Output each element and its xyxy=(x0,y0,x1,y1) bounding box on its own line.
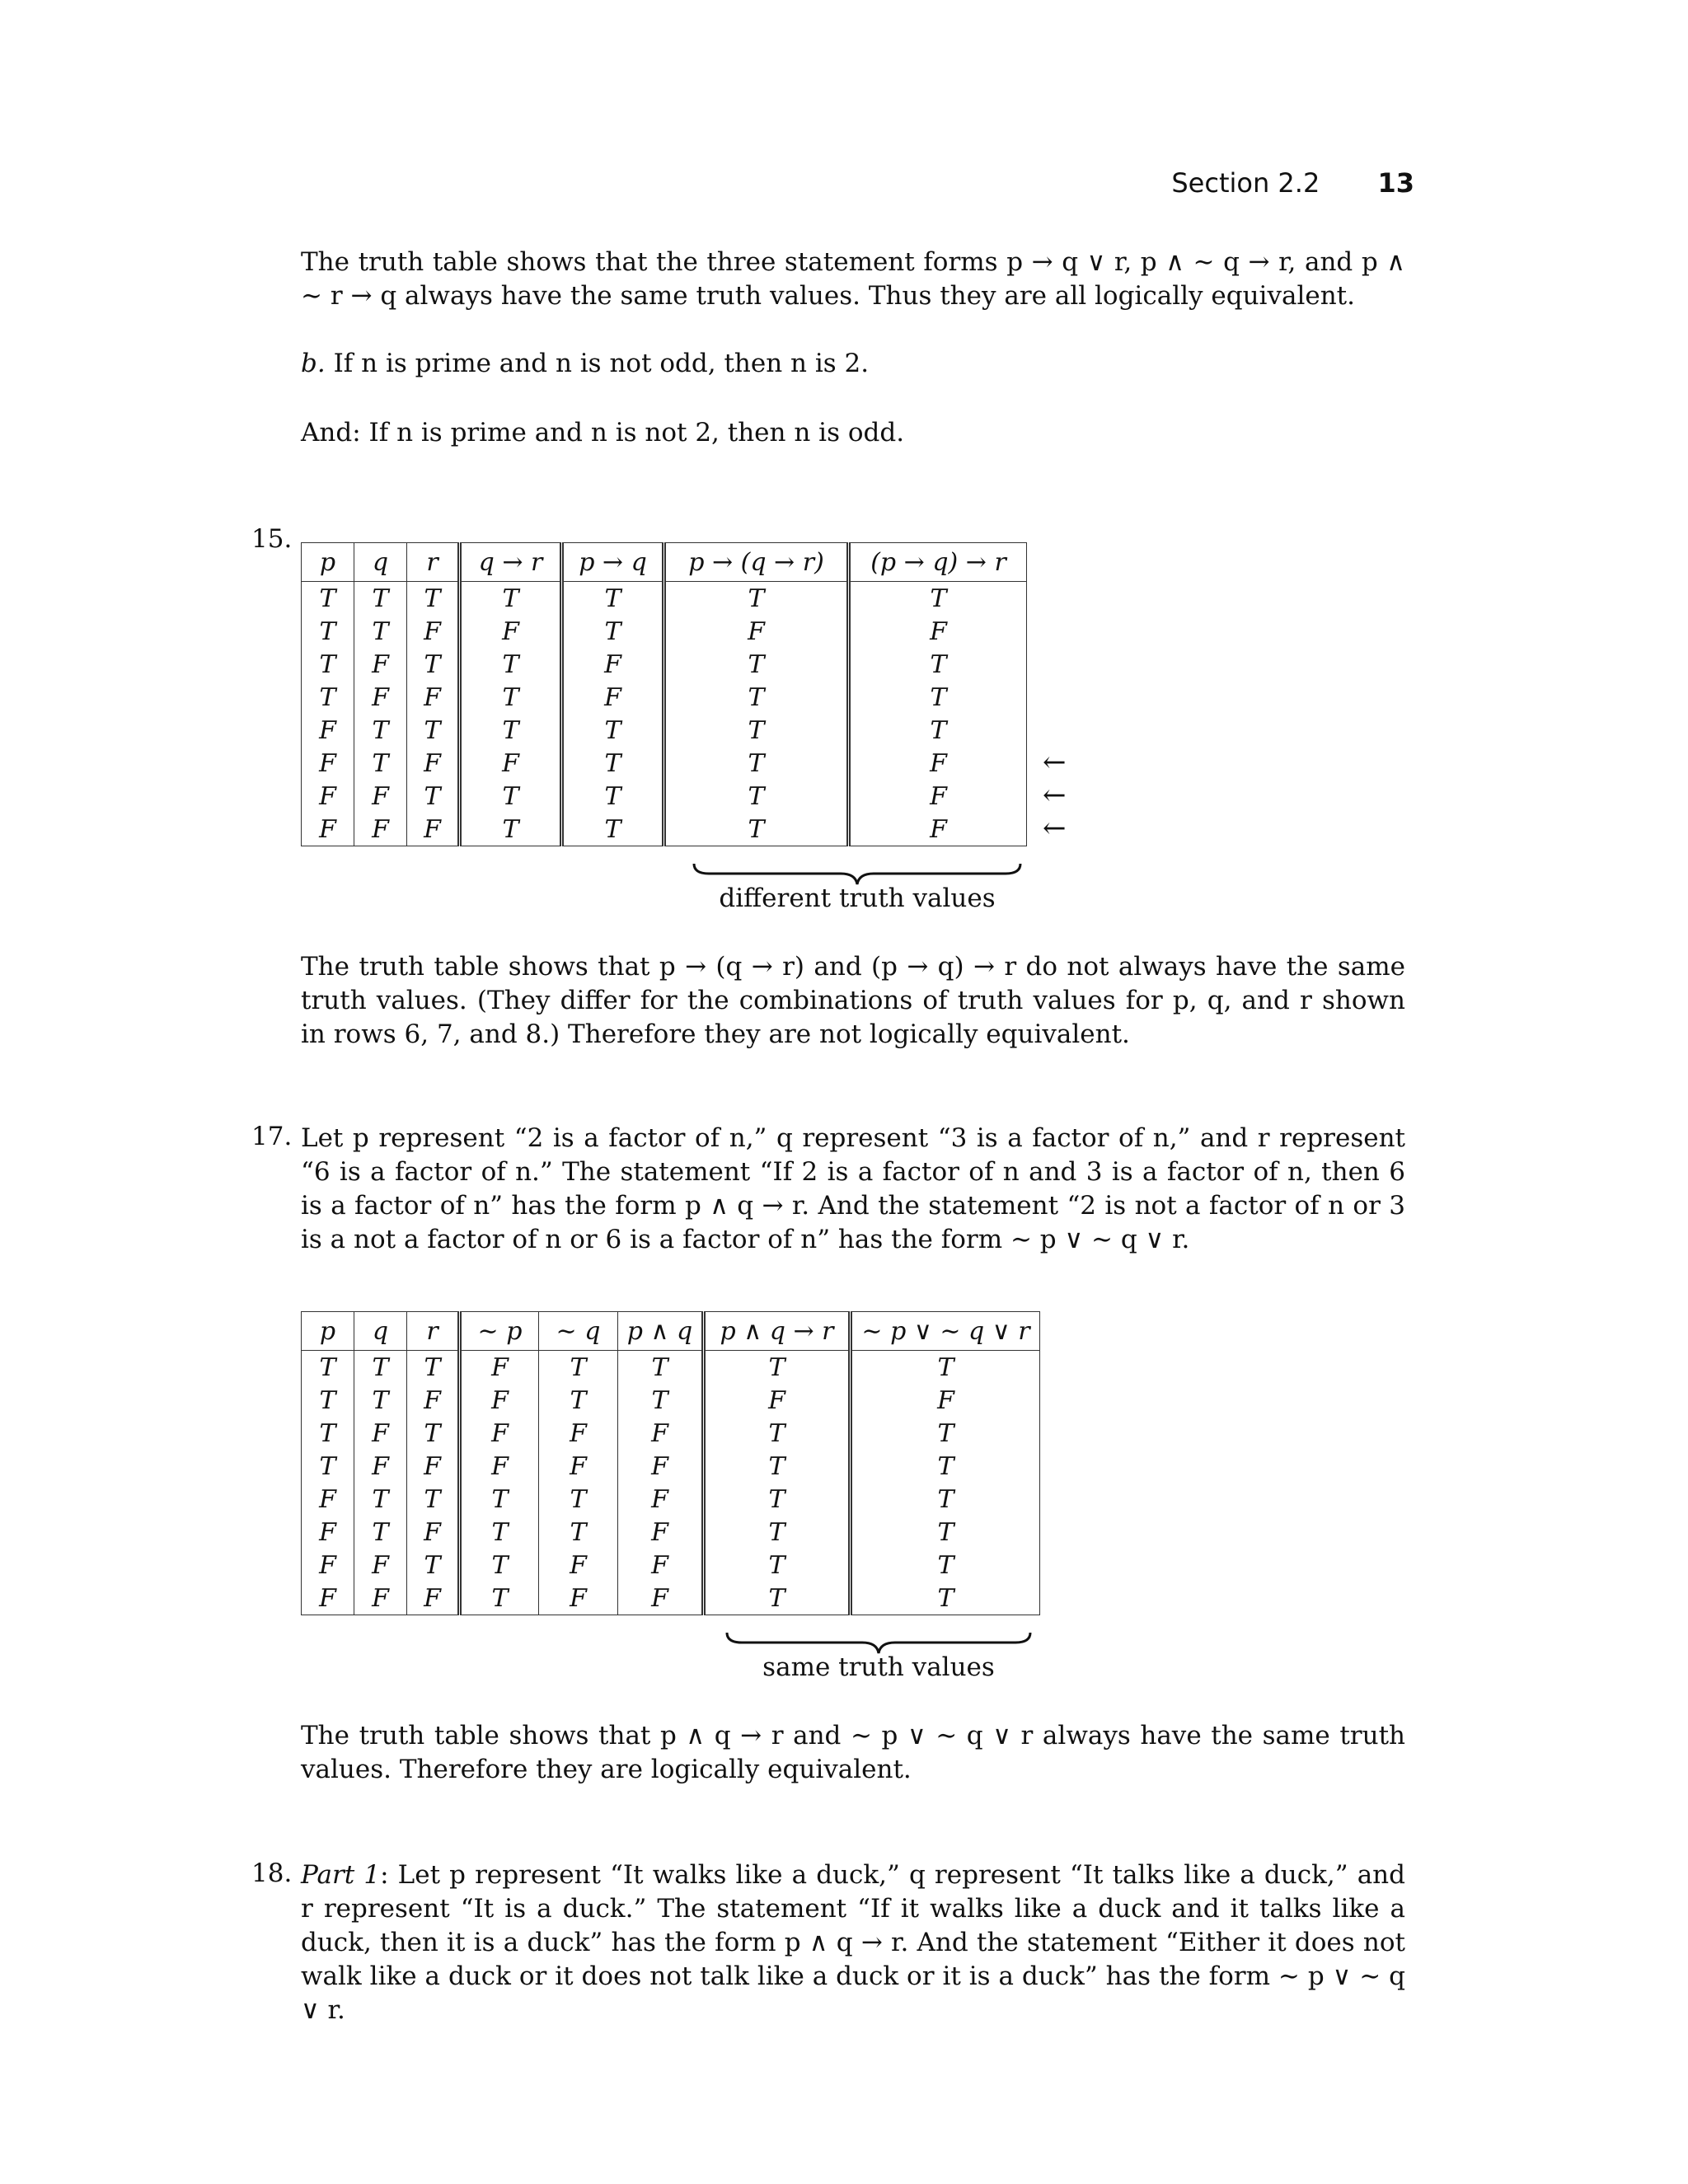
table-cell: T xyxy=(460,1483,539,1516)
table-cell: T xyxy=(302,648,354,681)
table-cell: T xyxy=(460,648,562,681)
table-cell: T xyxy=(562,747,664,780)
brace-label-17: same truth values xyxy=(762,1652,995,1682)
table-cell: T xyxy=(302,681,354,714)
table-cell: T xyxy=(937,1583,954,1613)
table-cell: F xyxy=(407,681,460,714)
table-cell: T xyxy=(539,1483,618,1516)
table-cell: F xyxy=(460,1384,539,1417)
conclusion-17: The truth table shows that p ∧ q → r and ∼ p ∨ ∼ q ∨ r always have the same truth values. Therefore they are logically equivalent. xyxy=(301,1721,1405,1784)
header-row xyxy=(302,1312,1040,1351)
header-cell: ∼ q xyxy=(539,1312,618,1351)
intro-paragraph: The truth table shows that the three statement forms p → q ∨ r, p ∧ ∼ q → r, and p ∧ ∼ r → q always have the same truth values. Thus they are all logically equivalent. xyxy=(301,247,1405,311)
table-cell: T xyxy=(562,813,664,846)
table-cell: T xyxy=(704,1417,851,1450)
table-cell: T xyxy=(562,780,664,813)
table-cell: F xyxy=(407,615,460,648)
table-cell: F xyxy=(302,714,354,747)
table-row xyxy=(302,1450,1040,1483)
table-cell: F xyxy=(539,1450,618,1483)
header-cell: p → q xyxy=(562,543,664,582)
table-row xyxy=(302,681,1027,714)
table-row xyxy=(302,780,1027,813)
header-cell: ∼ p ∨ ∼ q ∨ r xyxy=(851,1312,1040,1351)
table-cell: T xyxy=(407,714,460,747)
table-cell: T xyxy=(354,582,407,616)
header-cell: p ∧ q xyxy=(618,1312,704,1351)
header-cell: ∼ p xyxy=(460,1312,539,1351)
header-cell: p ∧ q → r xyxy=(704,1312,851,1351)
table-cell: F xyxy=(354,648,407,681)
table-cell: T xyxy=(302,582,354,616)
table-row xyxy=(302,1516,1040,1549)
table-cell: F xyxy=(562,648,664,681)
table-cell: T xyxy=(937,1418,954,1448)
table-cell: T xyxy=(937,1517,954,1547)
table-cell: F xyxy=(302,1516,354,1549)
table-cell: T xyxy=(354,1483,407,1516)
table-cell: T xyxy=(664,681,849,714)
section-label: Section 2.2 xyxy=(1171,167,1320,199)
table-cell: F xyxy=(937,1385,954,1415)
table-cell: T xyxy=(562,714,664,747)
table-row xyxy=(302,615,1027,648)
header-cell: r xyxy=(407,543,460,582)
table-row xyxy=(302,648,1027,681)
table-cell: F xyxy=(618,1516,704,1549)
table-cell: T xyxy=(302,1351,354,1385)
table-cell: T xyxy=(460,714,562,747)
table-cell: F xyxy=(407,747,460,780)
part-1-text: : Let p represent “It walks like a duck,” q represent “It talks like a duck,” and r represent “It is a duck.” The statement “If it walks like a duck and it talks like a duck, then it is a duck” has the form p ∧ q → r. And the statement “Either it does not walk like a duck or it does not talk like a duck or it is a duck” has the form ∼ p ∨ ∼ q ∨ r. xyxy=(301,1860,1405,2025)
table-cell: F xyxy=(930,616,947,646)
table-cell: T xyxy=(930,682,947,712)
table-row xyxy=(302,582,1027,616)
table-cell: T xyxy=(539,1351,618,1385)
table-cell: T xyxy=(930,715,947,745)
table-row xyxy=(302,1549,1040,1582)
table-cell: T xyxy=(704,1582,851,1615)
table-cell: T xyxy=(407,780,460,813)
table-cell: F xyxy=(618,1549,704,1582)
brace-label-15: different truth values xyxy=(719,883,996,913)
part-1-label: Part 1 xyxy=(301,1860,381,1890)
table-cell: T xyxy=(937,1484,954,1514)
table-cell: T xyxy=(930,583,947,613)
table-cell: F xyxy=(618,1450,704,1483)
page-header xyxy=(1171,167,1414,199)
table-cell: F xyxy=(302,780,354,813)
table-cell: T xyxy=(704,1516,851,1549)
table-cell: F xyxy=(407,1582,460,1615)
table-cell: F xyxy=(460,1417,539,1450)
header-cell: p xyxy=(302,1312,354,1351)
table-cell: T xyxy=(664,747,849,780)
table-cell: T xyxy=(618,1384,704,1417)
part-b-text: If n is prime and n is not odd, then n is 2. xyxy=(333,349,870,378)
table-cell: T xyxy=(460,582,562,616)
table-cell: F xyxy=(407,1384,460,1417)
table-cell: F xyxy=(618,1582,704,1615)
header-cell: q xyxy=(354,543,407,582)
table-cell: T xyxy=(407,582,460,616)
header-cell: (p → q) → r xyxy=(849,543,1027,582)
table-cell: T xyxy=(354,615,407,648)
table-cell: F xyxy=(930,814,947,844)
table-cell: F xyxy=(704,1384,851,1417)
table-cell: T xyxy=(407,1483,460,1516)
table-cell: T xyxy=(664,582,849,616)
table-cell: T xyxy=(460,681,562,714)
part-b-label: b. xyxy=(301,349,326,378)
table-cell: T xyxy=(937,1550,954,1580)
table-cell: T xyxy=(407,648,460,681)
table-cell: T xyxy=(302,615,354,648)
problem-18-number: 18. xyxy=(251,1858,293,1888)
table-cell: F xyxy=(460,615,562,648)
table-cell: F xyxy=(539,1417,618,1450)
table-cell: T xyxy=(354,714,407,747)
table-cell: F xyxy=(354,1549,407,1582)
table-cell: T xyxy=(930,649,947,679)
table-cell: F xyxy=(302,1549,354,1582)
truth-table-17 xyxy=(301,1311,1040,1615)
truth-table-15 xyxy=(301,542,1027,846)
header-cell: p → (q → r) xyxy=(664,543,849,582)
table-cell: T xyxy=(302,1450,354,1483)
table-cell: F xyxy=(407,1516,460,1549)
problem-18-text xyxy=(301,1858,1405,2027)
table-row xyxy=(302,1384,1040,1417)
table-cell: T xyxy=(354,1384,407,1417)
table-cell: T xyxy=(704,1483,851,1516)
table-cell: F xyxy=(354,780,407,813)
header-cell: r xyxy=(407,1312,460,1351)
table-cell: T xyxy=(664,714,849,747)
table-cell: T xyxy=(460,1516,539,1549)
table-cell: T xyxy=(407,1351,460,1385)
table-cell: T xyxy=(302,1384,354,1417)
header-row xyxy=(302,543,1027,582)
table-row xyxy=(302,1582,1040,1615)
part-b xyxy=(301,347,1405,381)
table-cell: F xyxy=(618,1417,704,1450)
table-cell: T xyxy=(354,1516,407,1549)
arrow-row-6: ← xyxy=(1043,746,1067,779)
table-cell: F xyxy=(354,1582,407,1615)
table-row xyxy=(302,813,1027,846)
table-cell: T xyxy=(618,1351,704,1385)
table-cell: F xyxy=(460,1450,539,1483)
table-cell: F xyxy=(302,747,354,780)
header-cell: q → r xyxy=(460,543,562,582)
table-cell: F xyxy=(930,781,947,811)
header-cell: p xyxy=(302,543,354,582)
table-cell: T xyxy=(407,1549,460,1582)
table-row xyxy=(302,714,1027,747)
table-cell: T xyxy=(704,1450,851,1483)
and-statement: And: If n is prime and n is not 2, then n is odd. xyxy=(301,418,905,448)
table-cell: T xyxy=(302,1417,354,1450)
table-cell: T xyxy=(562,615,664,648)
problem-17-text: Let p represent “2 is a factor of n,” q represent “3 is a factor of n,” and r represent “6 is a factor of n.” The statement “If 2 is a factor of n and 3 is a factor of n, then 6 is a factor of n” has the form p ∧ q → r. And the statement “2 is not a factor of n or 3 is a not a factor of n or 6 is a factor of n” has the form ∼ p ∨ ∼ q ∨ r. xyxy=(301,1123,1405,1254)
table-cell: T xyxy=(460,1549,539,1582)
arrow-row-7: ← xyxy=(1043,779,1067,812)
table-cell: T xyxy=(354,1351,407,1385)
table-cell: F xyxy=(618,1483,704,1516)
table-cell: F xyxy=(539,1549,618,1582)
table-cell: T xyxy=(664,648,849,681)
table-cell: F xyxy=(407,813,460,846)
table-cell: T xyxy=(354,747,407,780)
table-cell: T xyxy=(664,813,849,846)
table-row xyxy=(302,1483,1040,1516)
table-cell: F xyxy=(354,813,407,846)
table-cell: F xyxy=(664,615,849,648)
table-cell: T xyxy=(460,813,562,846)
table-cell: F xyxy=(302,1483,354,1516)
table-cell: T xyxy=(937,1451,954,1481)
page-number: 13 xyxy=(1377,167,1414,199)
table-cell: F xyxy=(354,1450,407,1483)
row-arrows xyxy=(1043,746,1067,845)
table-row xyxy=(302,1417,1040,1450)
table-cell: F xyxy=(354,1417,407,1450)
arrow-row-8: ← xyxy=(1043,812,1067,845)
table-cell: T xyxy=(937,1352,954,1382)
table-row xyxy=(302,747,1027,780)
table-cell: T xyxy=(704,1549,851,1582)
table-cell: T xyxy=(539,1516,618,1549)
table-cell: F xyxy=(407,1450,460,1483)
table-cell: F xyxy=(539,1582,618,1615)
header-cell: q xyxy=(354,1312,407,1351)
table-cell: T xyxy=(539,1384,618,1417)
table-cell: F xyxy=(302,1582,354,1615)
conclusion-15: The truth table shows that p → (q → r) and (p → q) → r do not always have the same truth values. (They differ for the combinations of truth values for p, q, and r shown in rows 6, 7, and 8.) Therefore they are not logically equivalent. xyxy=(301,952,1405,1049)
table-cell: F xyxy=(930,748,947,778)
table-cell: F xyxy=(460,747,562,780)
table-row xyxy=(302,1351,1040,1385)
table-cell: F xyxy=(302,813,354,846)
problem-17-number: 17. xyxy=(251,1122,293,1151)
table-cell: T xyxy=(664,780,849,813)
table-cell: T xyxy=(460,780,562,813)
table-cell: F xyxy=(354,681,407,714)
table-cell: T xyxy=(562,582,664,616)
table-cell: F xyxy=(562,681,664,714)
table-cell: T xyxy=(407,1417,460,1450)
table-cell: T xyxy=(704,1351,851,1385)
table-cell: T xyxy=(460,1582,539,1615)
table-cell: F xyxy=(460,1351,539,1385)
problem-15-number: 15. xyxy=(251,524,293,554)
